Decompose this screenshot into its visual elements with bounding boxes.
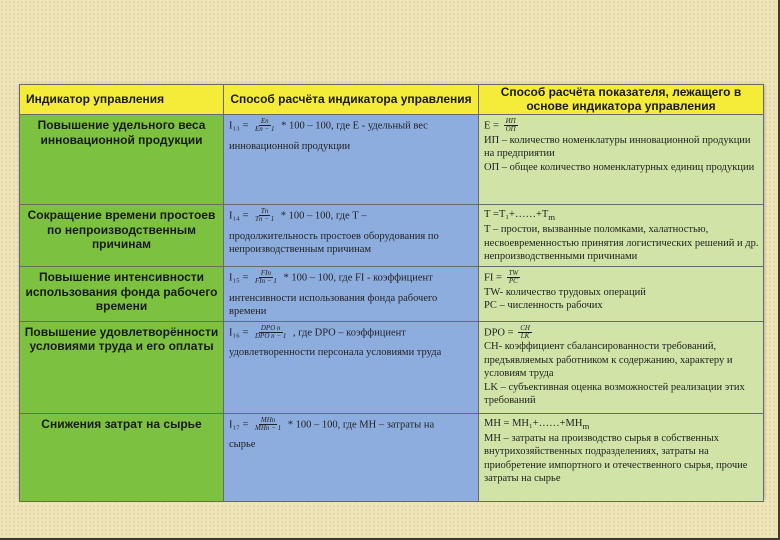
formula-suffix: * 100 – 100, где Т – [280,210,367,222]
base-description: СН- коэффициент сбалансированности требований, предъявляемых работником к содержанию, характеру и условиям труда LK – субъективная оценка возможностей реализации этих требований [484,341,745,406]
formula-suffix: * 100 – 100, где FI - коэффициент [283,272,433,284]
fraction-numerator: Tп [260,207,269,215]
base-description: МН – затраты на производство сырья в собственных внутрихозяйственных подразделениях, затраты на приобретение импортного и отечественного сырья, прочие затраты на сырье [484,432,748,485]
indicator-calculation [224,267,479,322]
fraction-denominator: DPO п − 1 [255,331,287,340]
formula-fraction [253,270,279,286]
fraction-numerator: ИП [505,117,516,125]
base-description: Т – простои, вызванные поломками, халатностью, несвоевременностью принятия логистических решений и др. непроизводственными причинами [484,224,759,263]
formula-description: сырье [229,439,256,451]
indicator-calculation [224,205,479,267]
formula-fraction [253,417,283,433]
formula-suffix: * 100 – 100, где Е - удельный вес [281,120,428,132]
base-calculation [479,413,764,501]
indicator-name: Снижения затрат на сырье [20,413,224,501]
base-formula-fraction [518,325,532,341]
indicator-formula [229,118,474,134]
formula-description: интенсивности использования фонда рабочего времени [229,292,438,318]
table-row [20,267,764,322]
fraction-denominator: Tп − 1 [255,215,275,224]
table-row [20,321,764,413]
base-formula-prefix: Е = [484,120,499,132]
table-row [20,115,764,205]
indicator-calculation [224,115,479,205]
indicator-calculation [224,321,479,413]
indicator-name: Сокращение времени простоев по непроизводственным причинам [20,205,224,267]
base-formula [484,208,759,223]
fraction-numerator: TW [508,269,519,277]
fraction-denominator: MHп − 1 [255,423,282,432]
fraction-denominator: Еп − 1 [255,125,275,134]
base-calculation [479,267,764,322]
indicator-name: Повышение удовлетворённости условиями труда и его оплаты [20,321,224,413]
header-base-calculation: Способ расчёта показателя, лежащего в основе индикатора управления [479,85,764,115]
base-formula [484,270,759,286]
indicator-name: Повышение удельного веса инновационной продукции [20,115,224,205]
base-formula-prefix: DPO = [484,326,514,338]
base-formula [484,417,759,432]
base-formula-prefix: МН = МН₁+……+МН [484,417,583,429]
header-indicator: Индикатор управления [20,85,224,115]
formula-description: инновационной продукции [229,140,351,152]
indicator-formula [229,270,474,286]
formula-fraction [253,208,276,224]
formula-prefix: I₁₄ = [229,210,249,222]
formula-fraction [253,118,277,134]
fraction-numerator: Еп [260,117,269,125]
indicator-calculation [224,413,479,501]
formula-prefix: I₁₆ = [229,326,249,338]
formula-prefix: I₁₅ = [229,272,249,284]
base-formula-fraction [507,270,521,286]
base-formula-fraction [504,118,518,134]
base-calculation [479,205,764,267]
base-formula [484,118,759,134]
base-formula-prefix: FI = [484,272,502,284]
base-formula-prefix: Т =Т₁+……+Т [484,209,549,220]
formula-suffix: , где DPO – коэффициент [293,326,406,338]
base-calculation [479,115,764,205]
header-indicator-calculation: Способ расчёта индикатора управления [224,85,479,115]
table-header-row [20,85,764,115]
formula-description: продолжительность простоев оборудования по непроизводственным причинам [229,230,439,256]
formula-suffix: * 100 – 100, где МН – затраты на [287,418,435,430]
base-formula-subscript: m [548,212,556,223]
indicator-formula [229,208,474,224]
fraction-numerator: DPO п [260,323,281,332]
formula-prefix: I₁₃ = [229,120,249,132]
fraction-denominator: LK [520,331,530,340]
fraction-numerator: MHп [260,415,276,424]
table-row [20,413,764,501]
base-calculation [479,321,764,413]
indicators-table-container [19,84,763,498]
formula-description: удовлетворенности персонала условиями труда [229,347,442,359]
fraction-denominator: PC [508,277,518,286]
base-description: TW- количество трудовых операций PC – численность рабочих [484,286,646,312]
base-formula [484,325,759,341]
table-row [20,205,764,267]
indicator-formula [229,325,474,341]
indicator-name: Повышение интенсивности использования фонда рабочего времени [20,267,224,322]
indicator-formula [229,417,474,433]
fraction-denominator: FIп − 1 [255,277,277,286]
base-description: ИП – количество номенклатуры инновационной продукции на предприятии ОП – общее количество номенклатурных единиц продукции [484,134,755,173]
base-formula-subscript: m [582,420,590,431]
fraction-numerator: FIп [260,269,271,277]
indicators-table [19,84,764,502]
fraction-numerator: CH [520,323,530,332]
fraction-denominator: ОП [505,125,516,134]
formula-prefix: I₁₇ = [229,418,249,430]
formula-fraction [253,325,288,341]
